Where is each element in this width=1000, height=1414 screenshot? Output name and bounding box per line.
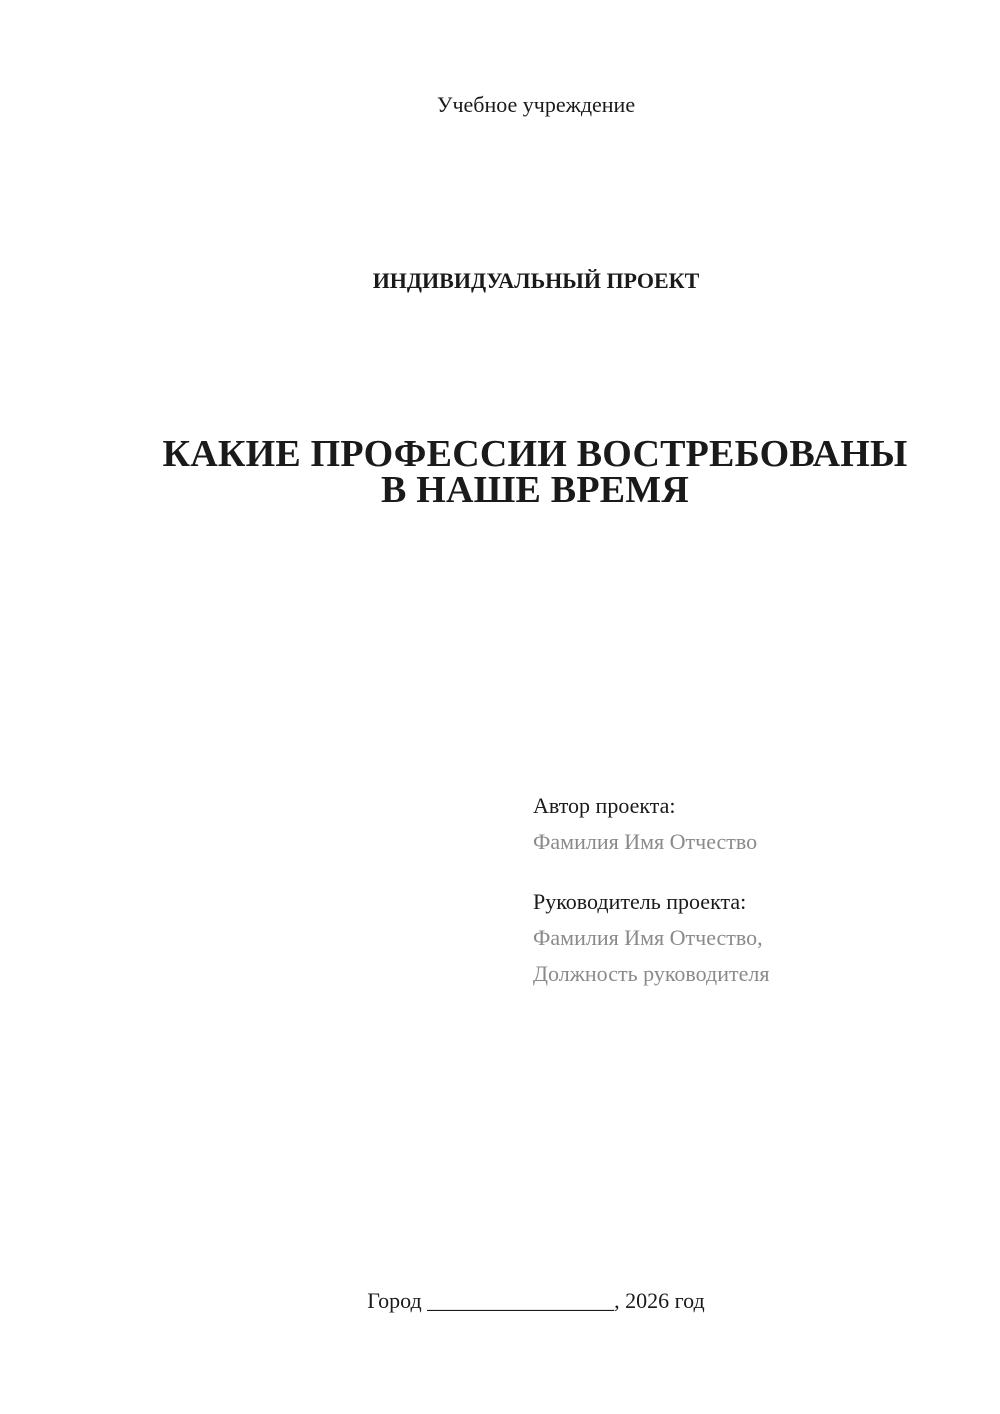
city-year-line: Город _________________, 2026 год	[367, 1288, 705, 1313]
supervisor-position: Должность руководителя	[533, 961, 770, 986]
project-title	[0, 433, 1000, 511]
project-title-line-2: В НАШЕ ВРЕМЯ	[380, 469, 690, 511]
author-label: Автор проекта:	[533, 793, 676, 818]
author-name: Фамилия Имя Отчество	[533, 829, 758, 854]
institution-name: Учебное учреждение	[436, 92, 636, 117]
supervisor-name: Фамилия Имя Отчество,	[533, 925, 763, 950]
project-info-block	[533, 788, 769, 992]
supervisor-label: Руководитель проекта:	[533, 889, 747, 914]
project-title-line-1: КАКИЕ ПРОФЕССИИ ВОСТРЕБОВАНЫ	[162, 433, 908, 475]
project-type-heading: ИНДИВИДУАЛЬНЫЙ ПРОЕКТ	[372, 268, 700, 293]
